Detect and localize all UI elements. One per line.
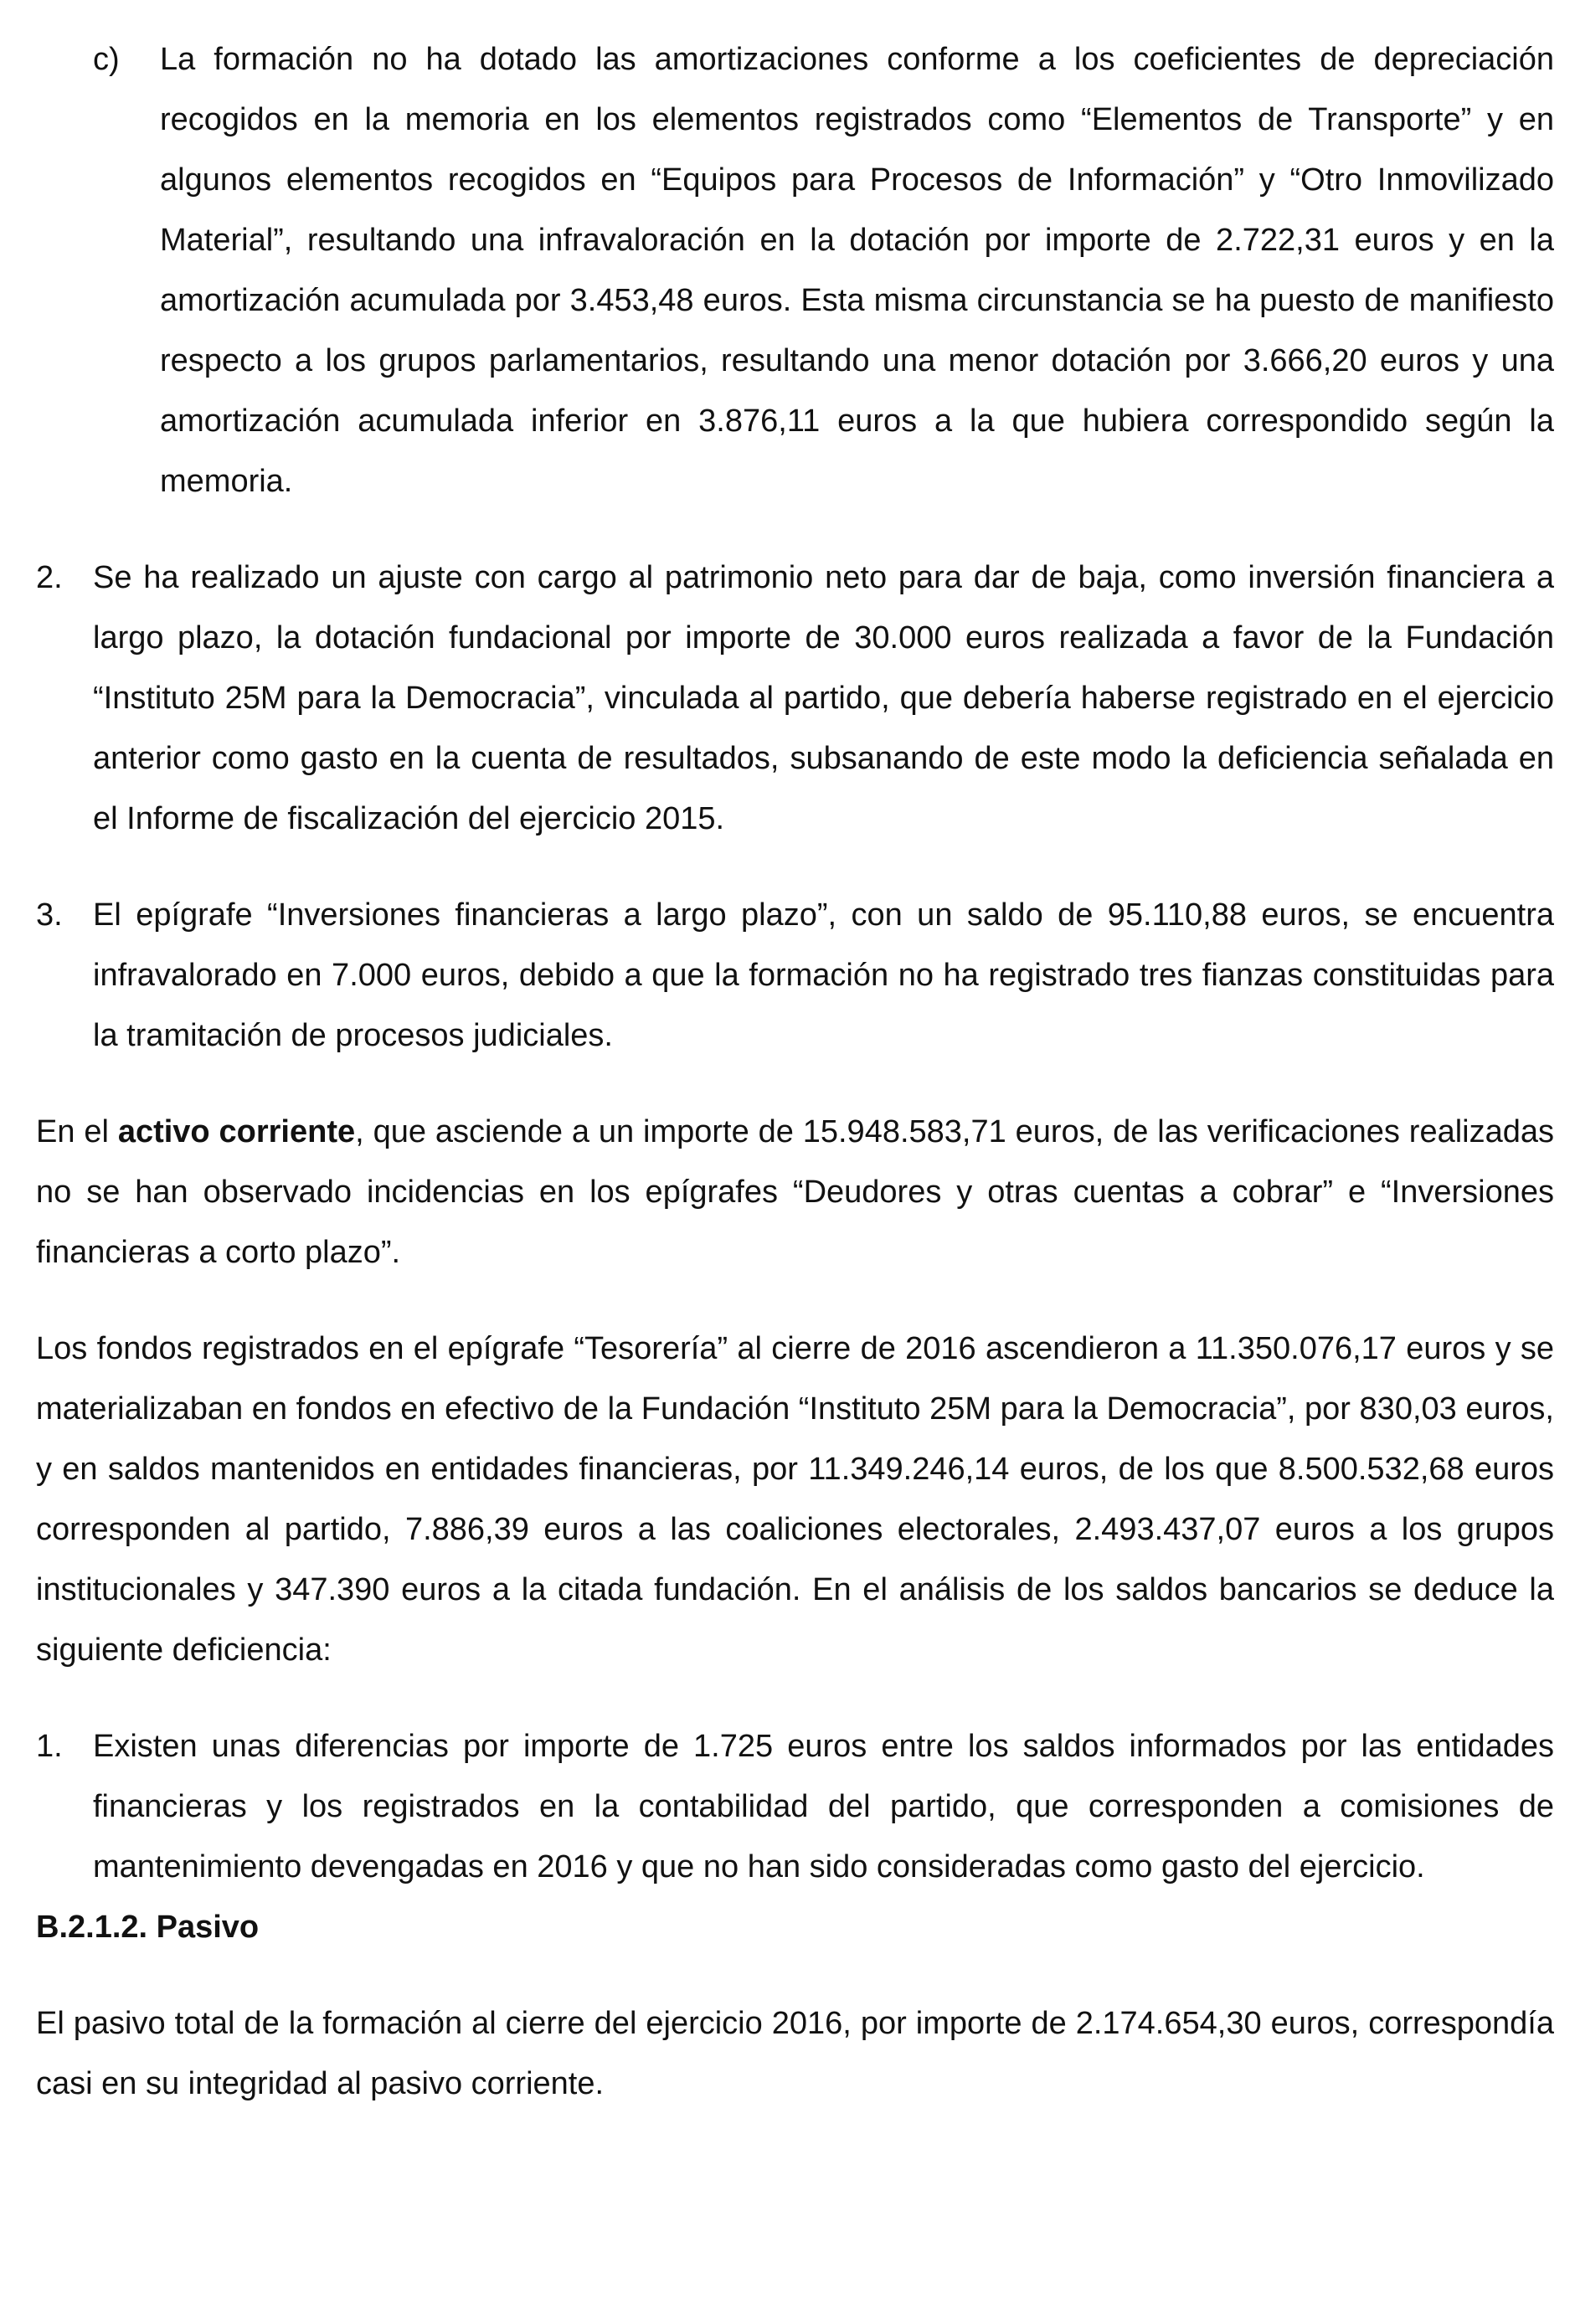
list-item-text: Existen unas diferencias por importe de 1.725 euros entre los saldos informados por las entidades financieras y los registrados en la contabilidad del partido, que corresponden a comisiones de mantenimiento devengadas en 2016 y que no han sido consideradas como gasto del ejercicio. bbox=[93, 1729, 1554, 1884]
paragraph-activo-corriente bbox=[36, 1102, 1554, 1283]
list-marker: 1. bbox=[36, 1729, 63, 1764]
list-item-c bbox=[36, 29, 1554, 512]
list-marker: 2. bbox=[36, 560, 63, 595]
list-item-3 bbox=[36, 885, 1554, 1066]
list-marker: c) bbox=[93, 42, 120, 77]
paragraph-prefix: En el bbox=[36, 1114, 118, 1149]
document-page bbox=[36, 29, 1554, 2114]
paragraph-pasivo: El pasivo total de la formación al cierre del ejercicio 2016, por importe de 2.174.654,30 euros, correspondía casi en su integridad al pasivo corriente. bbox=[36, 2006, 1554, 2101]
list-item-2 bbox=[36, 548, 1554, 849]
section-heading-pasivo: B.2.1.2. Pasivo bbox=[36, 1910, 260, 1945]
list-item-1-deficiency bbox=[36, 1716, 1554, 1897]
paragraph-tesoreria: Los fondos registrados en el epígrafe “Tesorería” al cierre de 2016 ascendieron a 11.350.076,17 euros y se materializaban en fondos en efectivo de la Fundación “Instituto 25M para la Democracia”, por 830,03 euros, y en saldos mantenidos en entidades financieras, por 11.349.246,14 euros, de los que 8.500.532,68 euros corresponden al partido, 7.886,39 euros a las coaliciones electorales, 2.493.437,07 euros a los grupos institucionales y 347.390 euros a la citada fundación. En el análisis de los saldos bancarios se deduce la siguiente deficiencia: bbox=[36, 1331, 1554, 1668]
list-item-text: Se ha realizado un ajuste con cargo al patrimonio neto para dar de baja, como inversión financiera a largo plazo, la dotación fundacional por importe de 30.000 euros realizada a favor de la Fundación “Instituto 25M para la Democracia”, vinculada al partido, que debería haberse registrado en el ejercicio anterior como gasto en la cuenta de resultados, subsanando de este modo la deficiencia señalada en el Informe de fiscalización del ejercicio 2015. bbox=[93, 560, 1554, 836]
paragraph-rest: , que asciende a un importe de 15.948.583,71 euros, de las verificaciones realizadas no se han observado incidencias en los epígrafes “Deudores y otras cuentas a cobrar” e “Inversiones financieras a corto plazo”. bbox=[36, 1114, 1555, 1270]
list-item-text: La formación no ha dotado las amortizaciones conforme a los coeficientes de depreciación recogidos en la memoria en los elementos registrados como “Elementos de Transporte” y en algunos elementos recogidos en “Equipos para Procesos de Información” y “Otro Inmovilizado Material”, resultando una infravaloración en la dotación por importe de 2.722,31 euros y en la amortización acumulada por 3.453,48 euros. Esta misma circunstancia se ha puesto de manifiesto respecto a los grupos parlamentarios, resultando una menor dotación por 3.666,20 euros y una amortización acumulada inferior en 3.876,11 euros a la que hubiera correspondido según la memoria. bbox=[160, 42, 1554, 499]
list-item-text: El epígrafe “Inversiones financieras a largo plazo”, con un saldo de 95.110,88 euros, se encuentra infravalorado en 7.000 euros, debido a que la formación no ha registrado tres fianzas constituidas para la tramitación de procesos judiciales. bbox=[93, 897, 1554, 1053]
bold-term: activo corriente bbox=[117, 1114, 356, 1149]
list-marker: 3. bbox=[36, 897, 63, 933]
